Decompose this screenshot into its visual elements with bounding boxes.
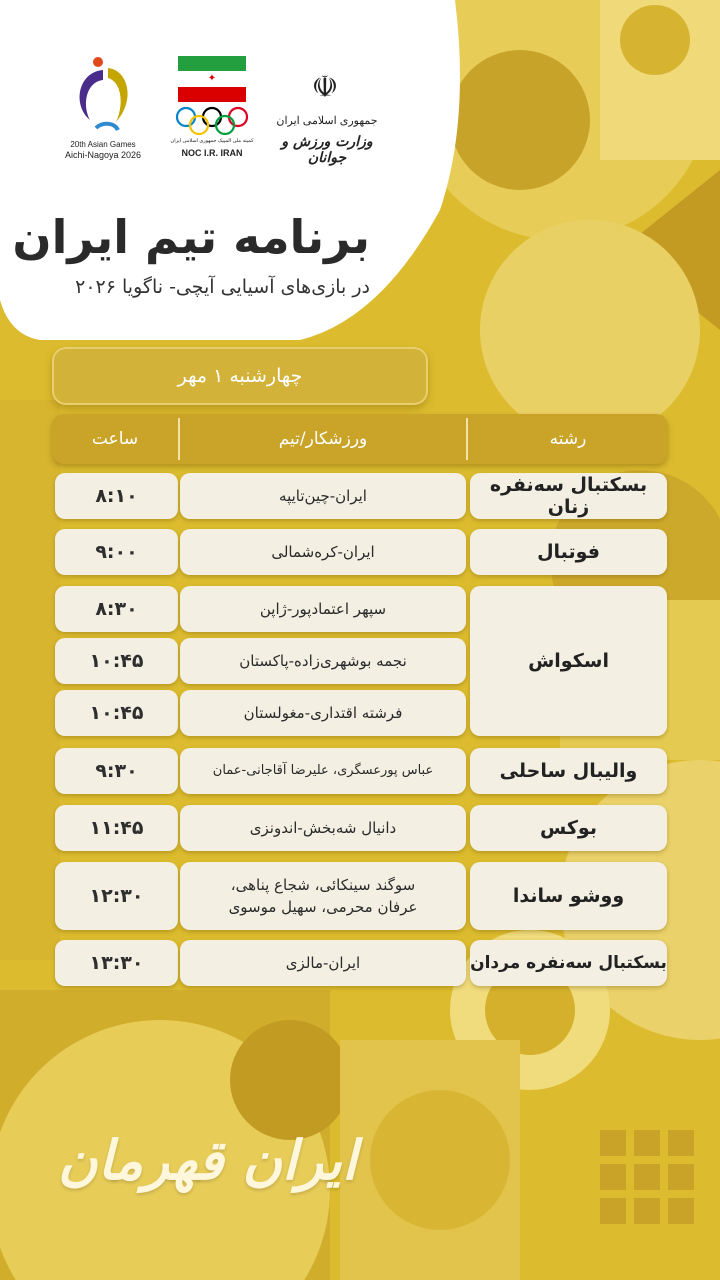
sport-cell: بوکس	[540, 817, 597, 839]
table-row	[55, 862, 178, 930]
table-row	[470, 805, 667, 851]
athlete-cell: نجمه بوشهری‌زاده-پاکستان	[239, 652, 407, 670]
table-row	[55, 748, 178, 794]
table-row	[180, 940, 466, 986]
table-row	[180, 586, 466, 632]
table-row	[180, 529, 466, 575]
sport-cell: فوتبال	[537, 541, 600, 563]
table-header	[52, 414, 668, 464]
noc-label: NOC I.R. IRAN	[181, 148, 243, 158]
sport-cell: بسکتبال سه‌نفره مردان	[470, 953, 667, 973]
time-cell: ۱۲:۳۰	[89, 885, 144, 907]
time-cell: ۱۳:۳۰	[89, 952, 144, 974]
table-row	[470, 940, 667, 986]
table-row	[55, 805, 178, 851]
asian-games-label-1: 20th Asian Games	[70, 140, 136, 149]
ministry-line-2: وزارت ورزش و جوانان	[281, 134, 373, 166]
day-label: چهارشنبه ۱ مهر	[177, 365, 303, 387]
table-row	[180, 862, 466, 930]
table-row	[55, 529, 178, 575]
day-banner	[52, 347, 428, 405]
time-cell: ۸:۳۰	[95, 598, 138, 620]
olympic-rings-icon	[172, 106, 252, 136]
table-row	[470, 748, 667, 794]
time-cell: ۱۰:۴۵	[89, 650, 144, 672]
table-row	[55, 690, 178, 736]
table-row	[470, 473, 667, 519]
athlete-cell: ایران-کره‌شمالی	[271, 543, 375, 561]
iran-emblem-icon: ☫	[311, 70, 339, 105]
page-title: برنامه تیم ایران	[12, 210, 370, 264]
page-subtitle: در بازی‌های آسیایی آیچی- ناگویا ۲۰۲۶	[75, 276, 370, 298]
sport-cell: والیبال ساحلی	[499, 760, 638, 782]
table-row	[180, 748, 466, 794]
table-row	[55, 940, 178, 986]
time-cell: ۱۰:۴۵	[89, 702, 144, 724]
col-time-header: ساعت	[91, 429, 139, 449]
iran-flag-icon: ✦	[178, 56, 246, 102]
sport-cell: بسکتبال سه‌نفره زنان	[489, 474, 648, 518]
asian-games-logo	[58, 50, 148, 170]
athlete-cell: سپهر اعتمادپور-ژاپن	[259, 600, 387, 618]
brand-logo: ایران قهرمان	[58, 1128, 357, 1192]
col-athlete-header: ورزشکار/تیم	[278, 429, 368, 449]
asian-games-label-2: Aichi-Nagoya 2026	[64, 150, 142, 160]
table-row	[55, 586, 178, 632]
table-row	[470, 862, 667, 930]
time-cell: ۹:۰۰	[95, 541, 138, 563]
athlete-cell: فرشته اقتداری-مغولستان	[243, 704, 403, 722]
table-row	[180, 690, 466, 736]
col-sport-header: رشته	[549, 429, 587, 449]
time-cell: ۱۱:۴۵	[89, 817, 144, 839]
table-row	[180, 805, 466, 851]
ministry-logo	[262, 68, 392, 168]
table-row	[180, 638, 466, 684]
asian-games-emblem-icon	[58, 50, 148, 140]
table-row	[180, 473, 466, 519]
athlete-cell: ایران-مالزی	[285, 954, 361, 972]
athlete-cell: دانیال شه‌بخش-اندونزی	[249, 819, 397, 837]
athlete-cell: عباس پورعسگری، علیرضا آقاجانی-عمان	[212, 763, 434, 778]
table-row	[55, 473, 178, 519]
sport-cell: ووشو ساندا	[512, 885, 625, 907]
noc-script: کمیته ملی المپیک جمهوری اسلامی ایران	[170, 138, 254, 144]
table-row	[470, 586, 667, 736]
athlete-cell: ایران-چین‌تایپه	[279, 487, 367, 505]
athlete-cell: سوگند سینکائی، شجاع پناهی، عرفان محرمی، سهیل موسوی	[228, 876, 418, 916]
time-cell: ۹:۳۰	[95, 760, 138, 782]
noc-logo	[172, 56, 252, 166]
table-row	[470, 529, 667, 575]
time-cell: ۸:۱۰	[95, 485, 138, 507]
table-row	[55, 638, 178, 684]
sport-cell: اسکواش	[528, 650, 609, 672]
ministry-line-1: جمهوری اسلامی ایران	[276, 115, 378, 127]
